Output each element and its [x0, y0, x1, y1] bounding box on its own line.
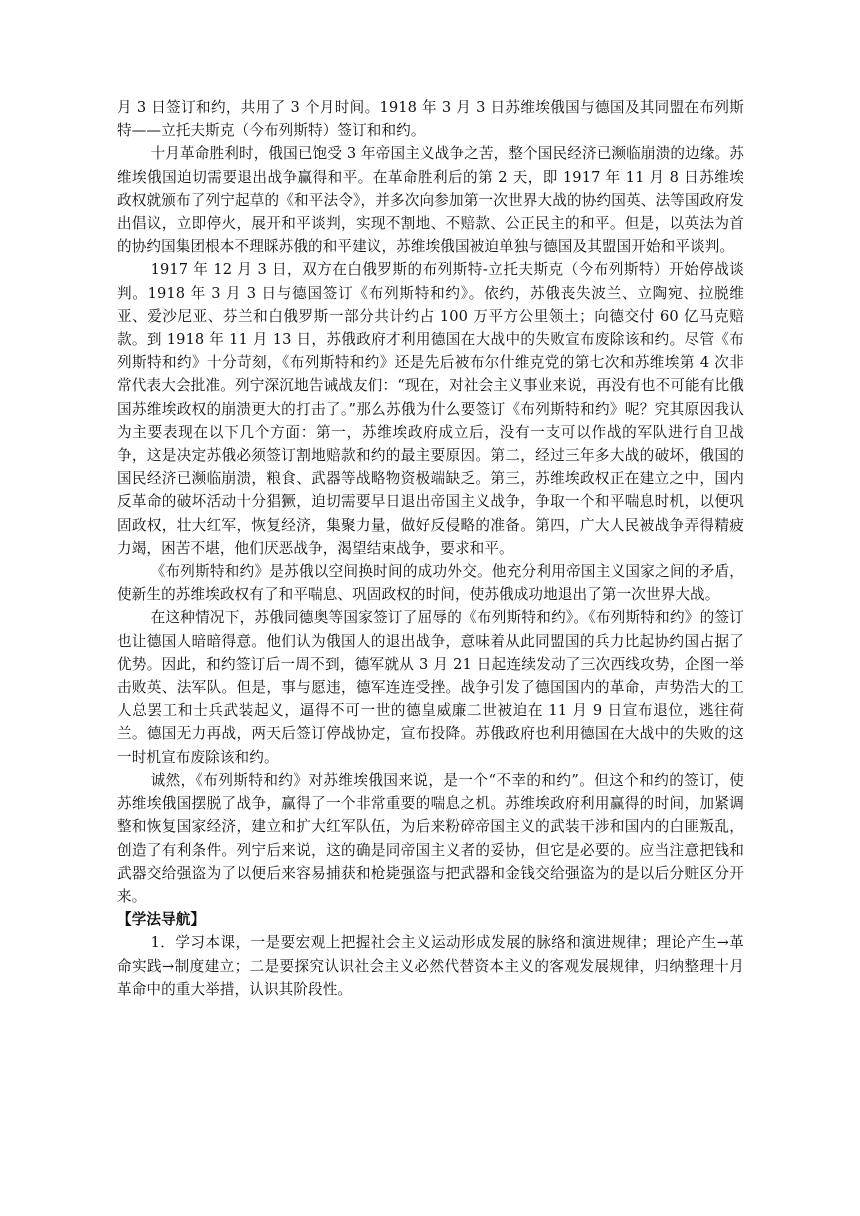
paragraph-diplomacy: 《布列斯特和约》是苏俄以空间换时间的成功外交。他充分利用帝国主义国家之间的矛盾，使新生的苏维埃政权有了和平喘息、巩固政权的时间，使苏俄成功地退出了第一次世界大战。	[117, 563, 744, 604]
section-heading: 【学法导航】	[117, 911, 206, 929]
paragraph-evaluation: 诚然，《布列斯特和约》对苏维埃俄国来说，是一个“不幸的和约”。但这个和约的签订，使苏维埃俄国摆脱了战争，赢得了一个非常重要的喘息之机。苏维埃政府利用赢得的时间，加紧调整和恢复国家经济，建立和扩大红军队伍，为后来粉碎帝国主义的武装干涉和国内的白匪叛乱，创造了有利条件。列宁后来说，这的确是同帝国主义者的妥协，但它是必要的。应当注意把钱和武器交给强盗为了以便后来容易捕获和枪毙强盗与把武器和金钱交给强盗为的是以后分赃区分开来。	[117, 771, 744, 905]
paragraph-continuation: 月 3 日签订和约，共用了 3 个月时间。1918 年 3 月 3 日苏维埃俄国与德国及其同盟在布列斯特——立托夫斯克（今布列斯特）签订和和约。	[117, 99, 744, 140]
paragraph-consequences: 在这种情况下，苏俄同德奥等国家签订了屈辱的《布列斯特和约》。《布列斯特和约》的签订也让德国人暗暗得意。他们认为俄国人的退出战争，意味着从此同盟国的兵力比起协约国占据了优势。因此，和约签订后一周不到，德军就从 3 月 21 日起连续发动了三次西线攻势，企图一举击败英、法军队。但是，事与愿违，德军连连受挫。战争引发了德国国内的革命，声势浩大的工人总罢工和士兵武装起义，逼得不可一世的德皇威廉二世被迫在 11 月 9 日宣布退位，逃往荷兰。德国无力再战，两天后签订停战协定，宣布投降。苏俄政府也利用德国在大战中的失败的这一时机宣布废除该和约。	[117, 609, 744, 766]
method-paragraph: 1．学习本课，一是要宏观上把握社会主义运动形成发展的脉络和演进规律；理论产生→革命实践→制度建立；二是要探究认识社会主义必然代替资本主义的客观发展规律，归纳整理十月革命中的重大举措，认识其阶段性。	[117, 934, 744, 998]
document-page	[117, 96, 744, 1001]
paragraph-negotiation: 1917 年 12 月 3 日，双方在白俄罗斯的布列斯特-立托夫斯克（今布列斯特）开始停战谈判。1918 年 3 月 3 日与德国签订《布列斯特和约》。依约，苏俄丧失波兰、立陶宛、拉脱维亚、爱沙尼亚、芬兰和白俄罗斯一部分共计约占 100 万平方公里领土；向德交付 60 亿马克赔款。到 1918 年 11 月 13 日，苏俄政府才利用德国在大战中的失败宣布废除该和约。尽管《布列斯特和约》十分苛刻，《布列斯特和约》还是先后被布尔什维克党的第七次和苏维埃第 4 次非常代表大会批准。列宁深沉地告诫战友们：“现在，对社会主义事业来说，再没有也不可能有比俄国苏维埃政权的崩溃更大的打击了。”那么苏俄为什么要签订《布列斯特和约》呢？究其原因我认为主要表现在以下几个方面：第一，苏维埃政府成立后，没有一支可以作战的军队进行自卫战争，这是决定苏俄必须签订割地赔款和约的最主要原因。第二，经过三年多大战的破坏，俄国的国民经济已濒临崩溃，粮食、武器等战略物资极端缺乏。第三，苏维埃政权正在建立之中，国内反革命的破坏活动十分猖獗，迫切需要早日退出帝国主义战争，争取一个和平喘息时机，以便巩固政权，壮大红军，恢复经济，集聚力量，做好反侵略的准备。第四，广大人民被战争弄得精疲力竭，困苦不堪，他们厌恶战争，渴望结束战争，要求和平。	[117, 261, 744, 557]
paragraph-background: 十月革命胜利时，俄国已饱受 3 年帝国主义战争之苦，整个国民经济已濒临崩溃的边缘。苏维埃俄国迫切需要退出战争赢得和平。在革命胜利后的第 2 天，即 1917 年 11 月 8 日苏维埃政权就颁布了列宁起草的《和平法令》，并多次向参加第一次世界大战的协约国英、法等国政府发出倡议，立即停火，展开和平谈判，实现不割地、不赔款、公正民主的和平。但是，以英法为首的协约国集团根本不理睬苏俄的和平建议，苏维埃俄国被迫单独与德国及其盟国开始和平谈判。	[117, 145, 744, 256]
